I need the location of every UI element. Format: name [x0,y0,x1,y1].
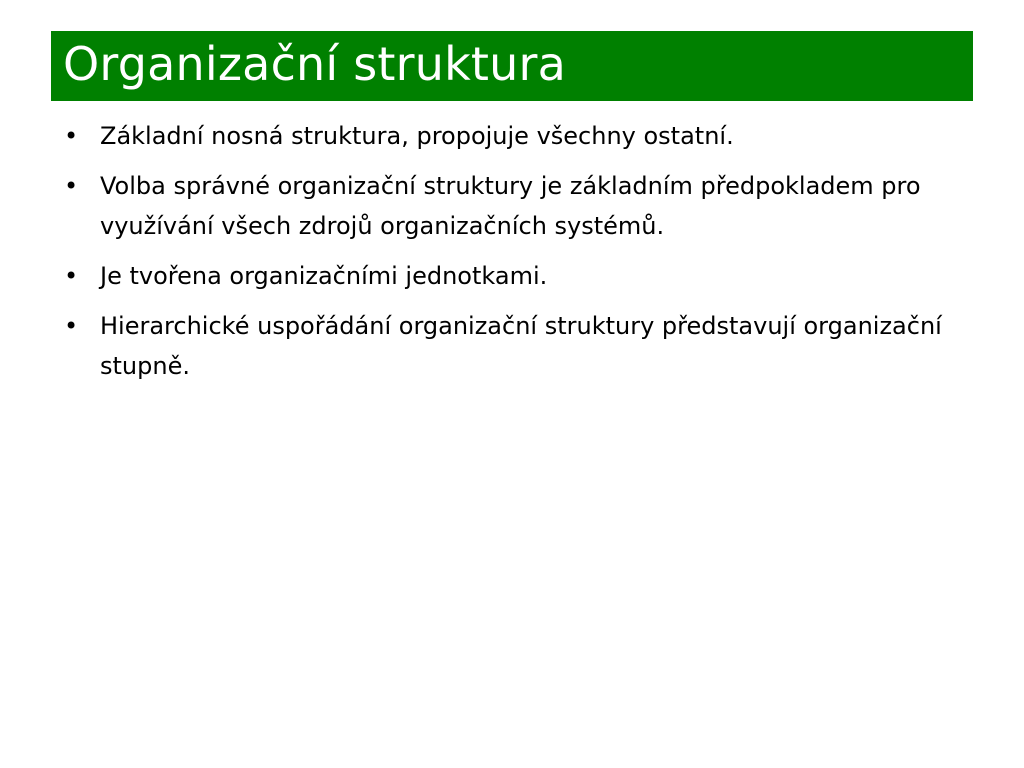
bullet-list [62,116,962,396]
slide-title: Organizační struktura [63,37,567,91]
bullet-text: Hierarchické uspořádání organizační struktury představují organizační stupně. [100,312,942,380]
bullet-text: Základní nosná struktura, propojuje všechny ostatní. [100,122,734,150]
list-item [62,306,962,386]
list-item [62,166,962,246]
bullet-icon: • [64,122,79,150]
bullet-icon: • [64,262,79,290]
bullet-icon: • [64,312,79,340]
list-item [62,116,962,156]
bullet-text: Je tvořena organizačními jednotkami. [100,262,548,290]
title-bar [51,31,973,101]
bullet-icon: • [64,172,79,200]
bullet-text: Volba správné organizační struktury je základním předpokladem pro využívání všech zdrojů organizačních systémů. [100,172,921,240]
list-item [62,256,962,296]
